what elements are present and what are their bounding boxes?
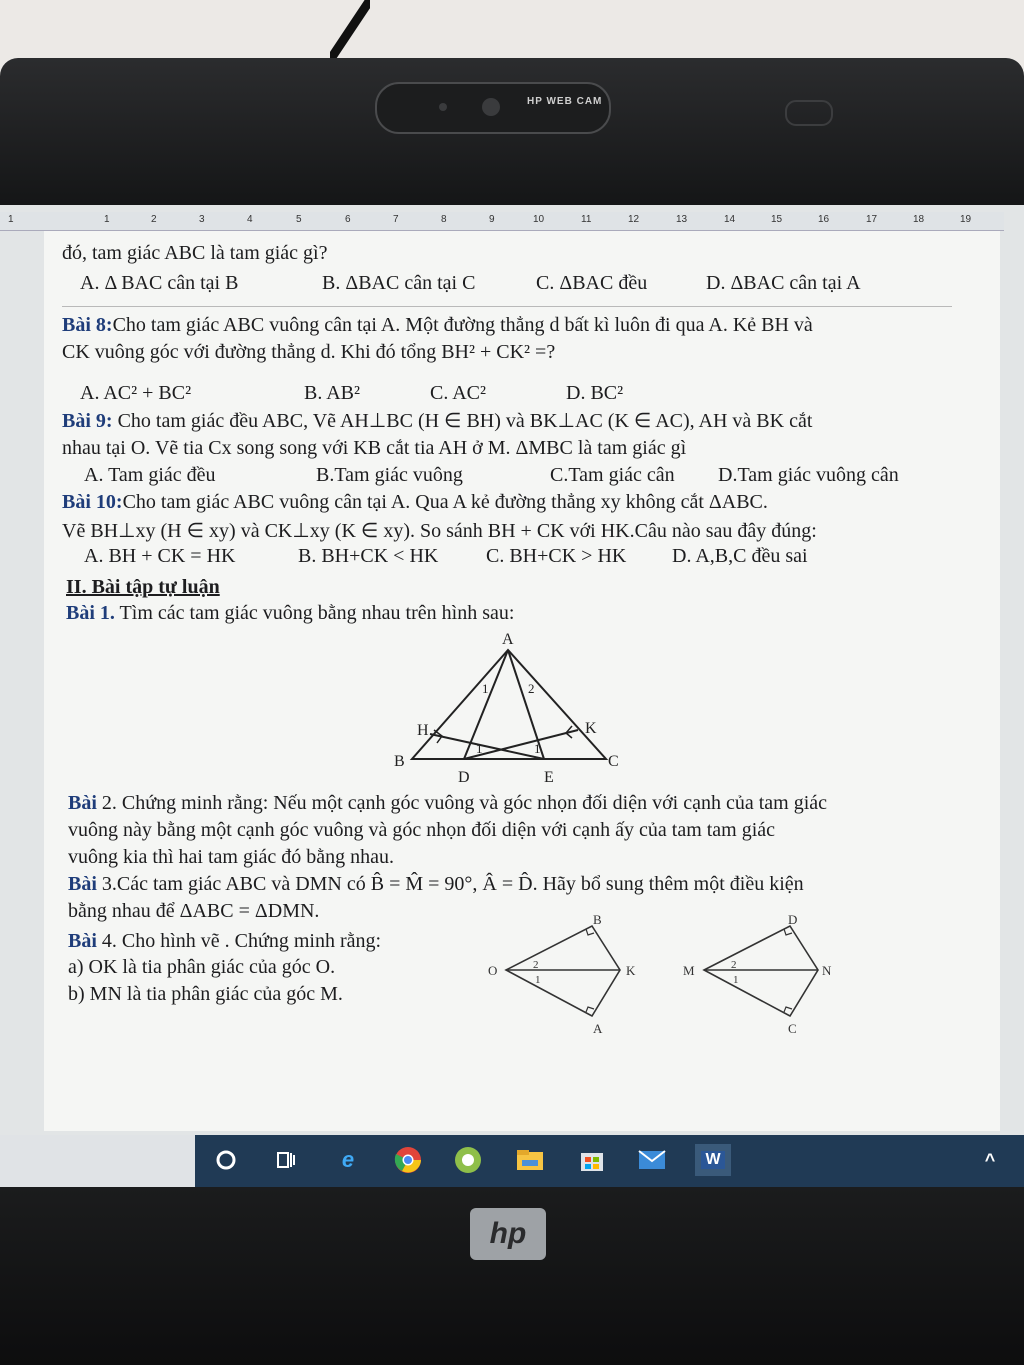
- cortana-icon[interactable]: [211, 1145, 241, 1175]
- section-heading: II. Bài tập tự luận: [66, 576, 220, 598]
- option: D. BC²: [566, 382, 624, 404]
- option: D. A,B,C đều sai: [672, 545, 808, 567]
- fig1-label-d: D: [458, 769, 470, 786]
- fig1-angle-a1: 1: [482, 681, 489, 696]
- fig1-label-e: E: [544, 769, 554, 786]
- word-label: W: [701, 1151, 724, 1169]
- exercise-text: vuông kia thì hai tam giác đó bằng nhau.: [68, 846, 395, 868]
- option: A. Δ BAC cân tại B: [80, 272, 239, 294]
- ruler-tick: 8: [441, 214, 447, 225]
- option: B. BH+CK < HK: [298, 545, 439, 567]
- ruler-tick: 10: [533, 214, 545, 225]
- fig1-angle-d1: 1: [476, 741, 483, 756]
- fig3-angle-2: 2: [731, 959, 737, 971]
- fig2-label-a: A: [593, 1021, 603, 1036]
- chrome-icon[interactable]: [393, 1145, 423, 1175]
- exercise-label: Bài 1.: [66, 602, 115, 624]
- option: C. BH+CK > HK: [486, 545, 627, 567]
- ruler-tick: 6: [345, 214, 351, 225]
- fig1-label-c: C: [608, 753, 619, 770]
- store-icon[interactable]: [577, 1145, 607, 1175]
- exercise-label: Bài: [68, 873, 97, 895]
- exercise-text: vuông này bằng một cạnh góc vuông và góc nhọn đối diện với cạnh ấy của tam tam giác: [68, 819, 776, 841]
- option: A. AC² + BC²: [80, 382, 192, 404]
- hp-logo: hp: [470, 1208, 546, 1260]
- ruler[interactable]: [0, 212, 1004, 231]
- fig3-label-c: C: [788, 1021, 797, 1036]
- figure-2-okba: [480, 908, 650, 1038]
- fig3-label-m: M: [683, 963, 695, 978]
- option: C.Tam giác cân: [550, 464, 675, 486]
- ruler-tick: 9: [489, 214, 495, 225]
- webcam-label: HP WEB CAM: [527, 96, 603, 107]
- exercise-text: Cho tam giác ABC vuông cân tại A. Một đường thẳng d bất kì luôn đi qua A. Kẻ BH và: [112, 314, 813, 336]
- ruler-tick: 15: [771, 214, 783, 225]
- exercise-text: 2. Chứng minh rằng: Nếu một cạnh góc vuông và góc nhọn đối diện với cạnh của tam giác: [96, 792, 828, 814]
- exercise-text: b) MN là tia phân giác của góc M.: [68, 983, 343, 1005]
- fig2-label-o: O: [488, 963, 498, 978]
- figure-1-triangle: [390, 622, 630, 792]
- ruler-tick: 13: [676, 214, 688, 225]
- exercise-text: Cho tam giác đều ABC, Vẽ AH⊥BC (H ∈ BH) và BK⊥AC (K ∈ AC), AH và BK cắt: [112, 410, 813, 432]
- ruler-tick: 2: [151, 214, 157, 225]
- microphone: [785, 100, 833, 126]
- exercise-text: bằng nhau để ΔABC = ΔDMN.: [68, 900, 320, 922]
- chevron-up-icon[interactable]: ^: [984, 1149, 996, 1170]
- ruler-tick: 5: [296, 214, 302, 225]
- exercise-label: Bài 8:: [62, 314, 113, 336]
- fig2-label-b: B: [593, 912, 602, 927]
- divider: [62, 306, 952, 307]
- webcam: [375, 82, 611, 134]
- fig1-label-a: A: [502, 631, 514, 648]
- exercise-label: Bài: [68, 792, 97, 814]
- taskbar: [195, 1135, 1024, 1187]
- option: B. ΔBAC cân tại C: [322, 272, 476, 294]
- ruler-tick: 17: [866, 214, 878, 225]
- ruler-tick: 1: [104, 214, 110, 225]
- ruler-tick: 7: [393, 214, 399, 225]
- exercise-text: 4. Cho hình vẽ . Chứng minh rằng:: [96, 930, 382, 952]
- figure-3-mndc: [678, 908, 848, 1038]
- fig1-angle-e1: 1: [534, 741, 541, 756]
- ruler-tick: 18: [913, 214, 925, 225]
- exercise-label: Bài: [68, 930, 97, 952]
- exercise-text: nhau tại O. Vẽ tia Cx song song với KB cắt tia AH ở M. ΔMBC là tam giác gì: [62, 437, 687, 459]
- ruler-tick: 16: [818, 214, 830, 225]
- exercise-text: CK vuông góc với đường thẳng d. Khi đó tổng BH² + CK² =?: [62, 341, 556, 363]
- fig1-angle-a2: 2: [528, 681, 535, 696]
- ruler-tick: 11: [581, 214, 592, 225]
- task-view-icon[interactable]: [271, 1145, 301, 1175]
- exercise-text: Vẽ BH⊥xy (H ∈ xy) và CK⊥xy (K ∈ xy). So sánh BH + CK với HK.Câu nào sau đây đúng:: [62, 520, 817, 542]
- option: D.Tam giác vuông cân: [718, 464, 899, 486]
- fig2-label-k: K: [626, 963, 636, 978]
- exercise-text: 3.Các tam giác ABC và DMN có B̂ = M̂ = 90°, Â = D̂. Hãy bổ sung thêm một điều kiện: [96, 873, 804, 895]
- webcam-led: [439, 103, 447, 111]
- ruler-tick: 12: [628, 214, 640, 225]
- coccoc-icon[interactable]: [453, 1145, 483, 1175]
- fig2-angle-2: 2: [533, 959, 539, 971]
- ruler-tick: 19: [960, 214, 972, 225]
- fig1-label-b: B: [394, 753, 405, 770]
- exercise-label: Bài 10:: [62, 491, 123, 513]
- file-explorer-icon[interactable]: [515, 1145, 545, 1175]
- exercise-text: Cho tam giác ABC vuông cân tại A. Qua A kẻ đường thẳng xy không cắt ΔABC.: [122, 491, 768, 513]
- fig3-label-n: N: [822, 963, 832, 978]
- doc-line: đó, tam giác ABC là tam giác gì?: [62, 242, 328, 264]
- mail-icon[interactable]: [637, 1145, 667, 1175]
- fig3-label-d: D: [788, 912, 798, 927]
- laptop-bezel-top: [0, 58, 1024, 210]
- ruler-tick: 14: [724, 214, 736, 225]
- option: C. ΔBAC đều: [536, 272, 648, 294]
- exercise-label: Bài 9:: [62, 410, 113, 432]
- option: D. ΔBAC cân tại A: [706, 272, 861, 294]
- word-icon[interactable]: [695, 1144, 731, 1176]
- webcam-lens: [482, 98, 500, 116]
- fig2-angle-1: 1: [535, 974, 541, 986]
- fig1-label-h: H: [417, 722, 429, 739]
- exercise-text: a) OK là tia phân giác của góc O.: [68, 956, 336, 978]
- exercise-text: Tìm các tam giác vuông bằng nhau trên hình sau:: [114, 602, 515, 624]
- taskbar-search-area[interactable]: [0, 1135, 195, 1187]
- option: B. AB²: [304, 382, 361, 404]
- fig3-angle-1: 1: [733, 974, 739, 986]
- ruler-tick: 1: [8, 214, 14, 225]
- ruler-tick: 3: [199, 214, 205, 225]
- option: A. Tam giác đều: [84, 464, 216, 486]
- option: A. BH + CK = HK: [84, 545, 236, 567]
- ruler-tick: 4: [247, 214, 253, 225]
- fig1-label-k: K: [585, 720, 597, 737]
- option: B.Tam giác vuông: [316, 464, 463, 486]
- internet-explorer-icon[interactable]: e: [341, 1147, 355, 1172]
- option: C. AC²: [430, 382, 487, 404]
